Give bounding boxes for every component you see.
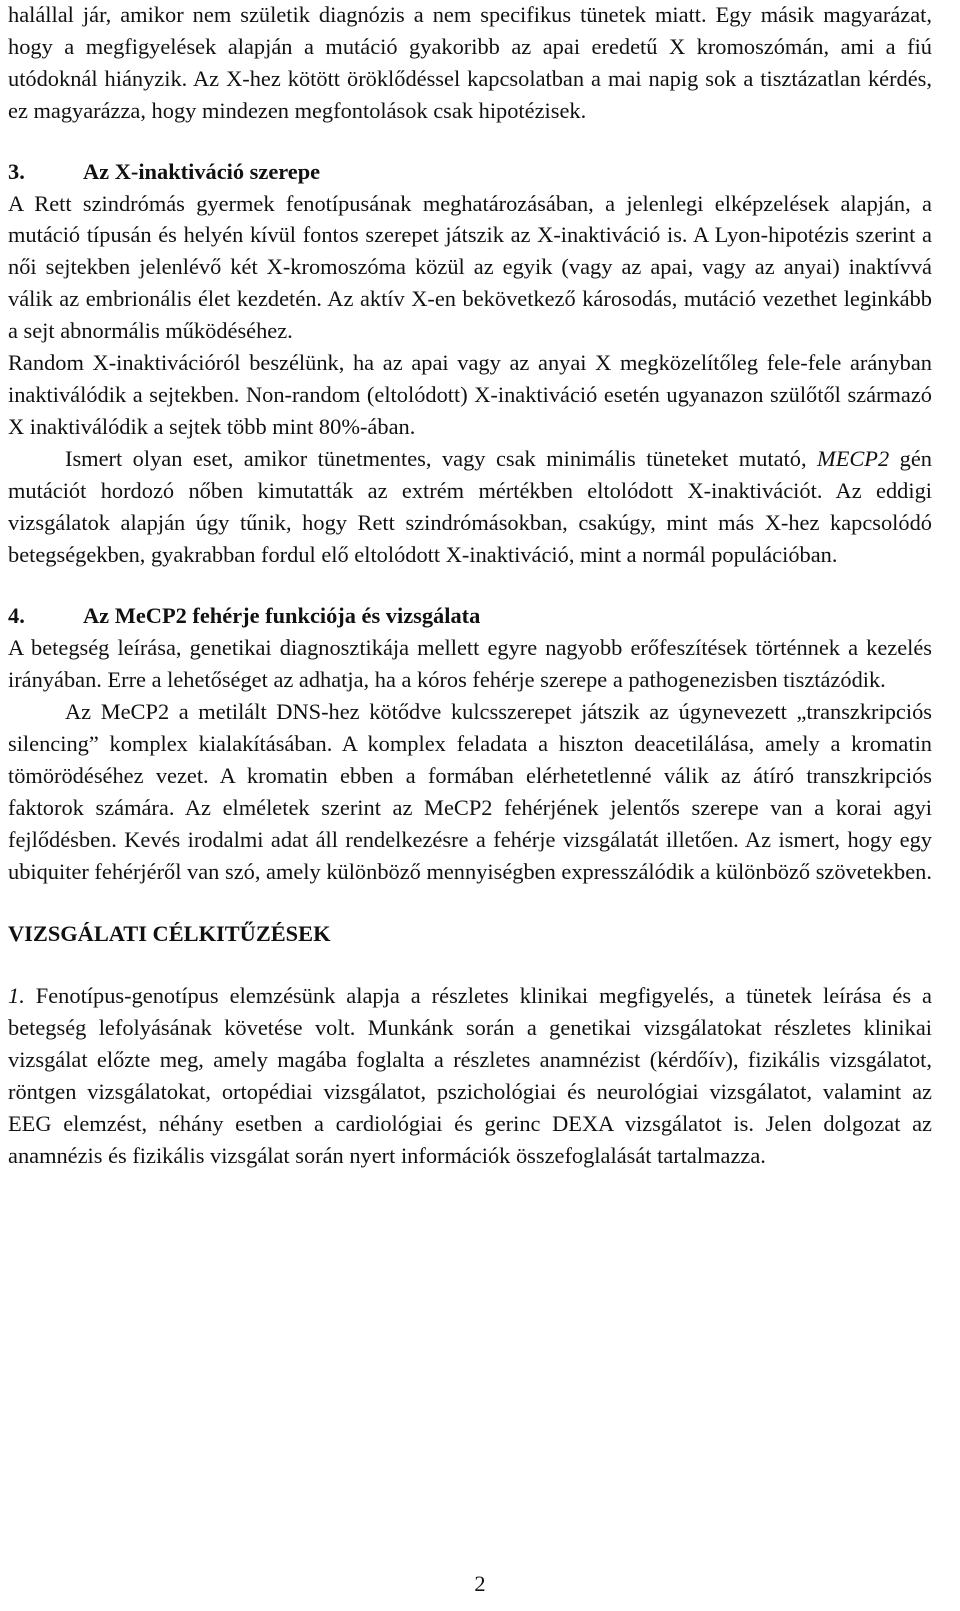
section-4-heading: [8, 600, 932, 632]
objectives-item-1-number: 1.: [8, 983, 25, 1009]
objectives-item-1-text: Fenotípus-genotípus elemzésünk alapja a részletes klinikai megfigyelés, a tünetek leírása és a betegség lefolyásának követése volt. Munkánk során a genetikai vizsgálatokat részletes klinikai vizsgálat előzte meg, amely magába foglalta a részletes anamnézist (kérdőív), fizikális vizsgálatot, röntgen vizsgálatokat, ortopédiai vizsgálatot, pszichológiai és neurológiai vizsgálatot, valamint az EEG elemzést, néhány esetben a cardiológiai és gerinc DEXA vizsgálatot is. Jelen dolgozat az anamnézis és fizikális vizsgálat során nyert információk összefoglalását tartalmazza.: [8, 983, 932, 1168]
section-4-paragraph-1: A betegség leírása, genetikai diagnosztikája mellett egyre nagyobb erőfeszítések történnek a kezelés irányában. Erre a lehetőséget az adhatja, ha a kóros fehérje szerepe a pathogenezisben tisztázódik.: [8, 635, 932, 693]
intro-paragraph: halállal jár, amikor nem születik diagnózis a nem specifikus tünetek miatt. Egy másik magyarázat, hogy a megfigyelések alapján a mutáció gyakoribb az apai eredetű X kromoszómán, ami a fiú utódoknál hiányzik. Az X-hez kötött öröklődéssel kapcsolatban a mai napig sok a tisztázatlan kérdés, ez magyarázza, hogy mindezen megfontolások csak hipotézisek.: [8, 2, 932, 123]
section-3-paragraph-1: A Rett szindrómás gyermek fenotípusának meghatározásában, a jelenlegi elképzelések alapján, a mutáció típusán és helyén kívül fontos szerepet játszik az X-inaktiváció is. A Lyon-hipotézis szerint a női sejtekben jelenlévő két X-kromoszóma közül az egyik (vagy az apai, vagy az anyai) inaktívvá válik az embrionális élet kezdetén. Az aktív X-en bekövetkező károsodás, mutáció vezethet leginkább a sejt abnormális működéséhez.: [8, 190, 932, 344]
gene-name-mecp2: MECP2: [817, 445, 890, 471]
document-page: [8, 0, 932, 1172]
section-3-paragraph-2: Random X-inaktivációról beszélünk, ha az apai vagy az anyai X megközelítőleg fele-fele arányban inaktiválódik a sejtekben. Non-random (eltolódott) X-inaktiváció esetén ugyanazon szülőtől származó X inaktiválódik a sejtek több mint 80%-ában.: [8, 350, 932, 439]
section-4-number: 4.: [8, 603, 25, 629]
section-3-paragraph-3-end: gén mutációt hordozó nőben kimutatták az extrém mértékben eltolódott X-inaktivációt. Az eddigi vizsgálatok alapján úgy tűnik, hogy Rett szindrómásokban, csakúgy, mint más X-hez kapcsolódó betegségekben, gyakrabban fordul elő eltolódott X-inaktiváció, mint a normál populációban.: [8, 445, 932, 567]
section-3-number: 3.: [8, 158, 25, 184]
page-number: 2: [474, 1571, 486, 1596]
section-3-paragraph-3: [8, 443, 932, 571]
section-3-paragraph-3-start: Ismert olyan eset, amikor tünetmentes, vagy csak minimális tüneteket mutató,: [65, 445, 818, 471]
section-3-heading: [8, 156, 932, 188]
section-3-title: Az X-inaktiváció szerepe: [83, 158, 321, 184]
objectives-title: VIZSGÁLATI CÉLKITŰZÉSEK: [8, 920, 331, 946]
section-4-title: Az MeCP2 fehérje funkciója és vizsgálata: [83, 603, 481, 629]
section-4-paragraph-2: Az MeCP2 a metilált DNS-hez kötődve kulcsszerepet játszik az úgynevezett „transzkripciós silencing” komplex kialakításában. A komplex feladata a hiszton deacetilálása, amely a kromatin tömörödéséhez vezet. A kromatin ebben a formában elérhetetlenné válik az átíró transzkripciós faktorok számára. Az elméletek szerint az MeCP2 fehérjének jelentős szerepe van a korai agyi fejlődésben. Kevés irodalmi adat áll rendelkezésre a fehérje vizsgálatát illetően. Az ismert, hogy egy ubiquiter fehérjéről van szó, amely különböző mennyiségben expresszálódik a különböző szövetekben.: [8, 699, 932, 884]
objectives-item-1: [8, 980, 932, 1171]
